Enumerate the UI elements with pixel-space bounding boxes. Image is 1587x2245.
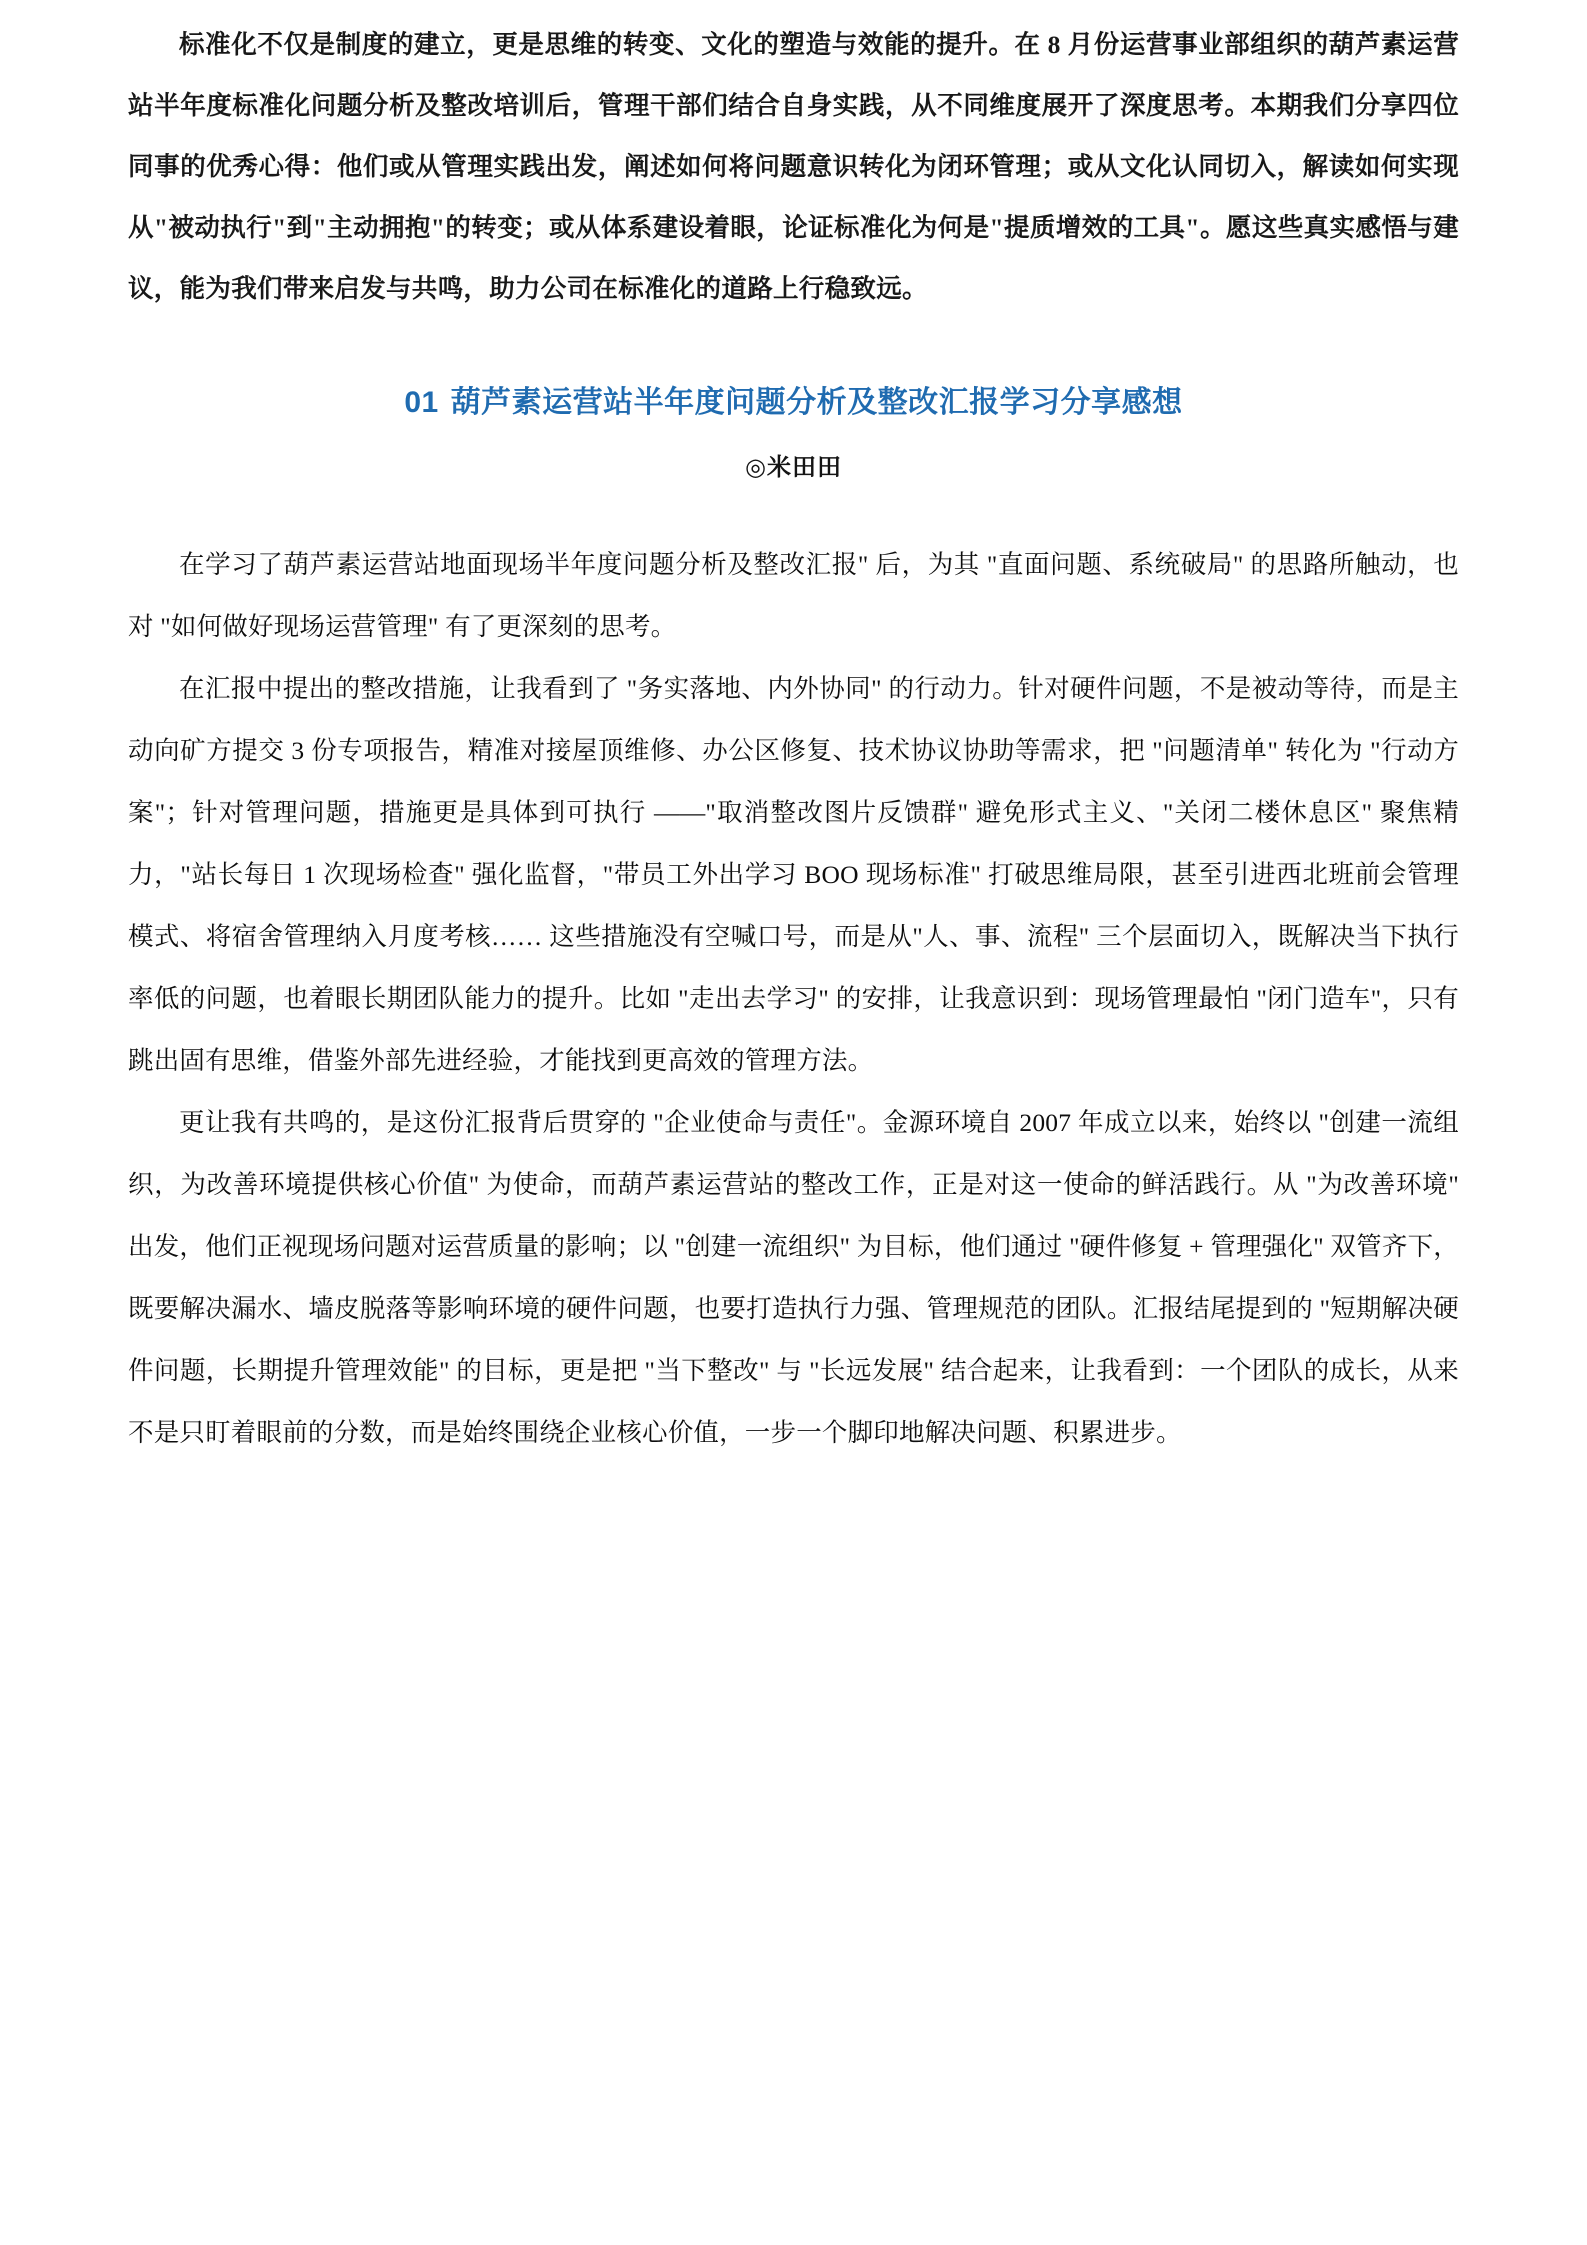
body-paragraph-1: 在学习了葫芦素运营站地面现场半年度问题分析及整改汇报" 后，为其 "直面问题、系统破局" 的思路所触动，也对 "如何做好现场运营管理" 有了更深刻的思考。 (128, 550, 1459, 641)
author-byline: ◎米田田 (745, 455, 842, 481)
article-body (128, 534, 1459, 1464)
section-heading (128, 377, 1459, 421)
body-paragraph-2: 在汇报中提出的整改措施，让我看到了 "务实落地、内外协同" 的行动力。针对硬件问题，不是被动等待，而是主动向矿方提交 3 份专项报告，精准对接屋顶维修、办公区修复、技术协议协助等需求，把 "问题清单" 转化为 "行动方案"；针对管理问题，措施更是具体到可执行 ——"取消整改图片反馈群" 避免形式主义、"关闭二楼休息区" 聚焦精力，"站长每日 1 次现场检查" 强化监督，"带员工外出学习 BOO 现场标准" 打破思维局限，甚至引进西北班前会管理模式、将宿舍管理纳入月度考核…… 这些措施没有空喊口号，而是从"人、事、流程" 三个层面切入，既解决当下执行率低的问题，也着眼长期团队能力的提升。比如 "走出去学习" 的安排，让我意识到：现场管理最怕 "闭门造车"，只有跳出固有思维，借鉴外部先进经验，才能找到更高效的管理方法。 (128, 674, 1459, 1075)
intro-paragraph: 标准化不仅是制度的建立，更是思维的转变、文化的塑造与效能的提升。在 8 月份运营事业部组织的葫芦素运营站半年度标准化问题分析及整改培训后，管理干部们结合自身实践，从不同维度展开了深度思考。本期我们分享四位同事的优秀心得：他们或从管理实践出发，阐述如何将问题意识转化为闭环管理；或从文化认同切入，解读如何实现从"被动执行"到"主动拥抱"的转变；或从体系建设着眼，论证标准化为何是"提质增效的工具"。愿这些真实感悟与建议，能为我们带来启发与共鸣，助力公司在标准化的道路上行稳致远。 (128, 30, 1459, 303)
section-number: 01 (404, 386, 439, 419)
body-paragraph-3: 更让我有共鸣的，是这份汇报背后贯穿的 "企业使命与责任"。金源环境自 2007 年成立以来，始终以 "创建一流组织，为改善环境提供核心价值" 为使命，而葫芦素运营站的整改工作，正是对这一使命的鲜活践行。从 "为改善环境" 出发，他们正视现场问题对运营质量的影响；以 "创建一流组织" 为目标，他们通过 "硬件修复 + 管理强化" 双管齐下，既要解决漏水、墙皮脱落等影响环境的硬件问题，也要打造执行力强、管理规范的团队。汇报结尾提到的 "短期解决硬件问题，长期提升管理效能" 的目标，更是把 "当下整改" 与 "长远发展" 结合起来，让我看到：一个团队的成长，从来不是只盯着眼前的分数，而是始终围绕企业核心价值，一步一个脚印地解决问题、积累进步。 (128, 1108, 1459, 1447)
section-title: 葫芦素运营站半年度问题分析及整改汇报学习分享感想 (450, 386, 1183, 419)
